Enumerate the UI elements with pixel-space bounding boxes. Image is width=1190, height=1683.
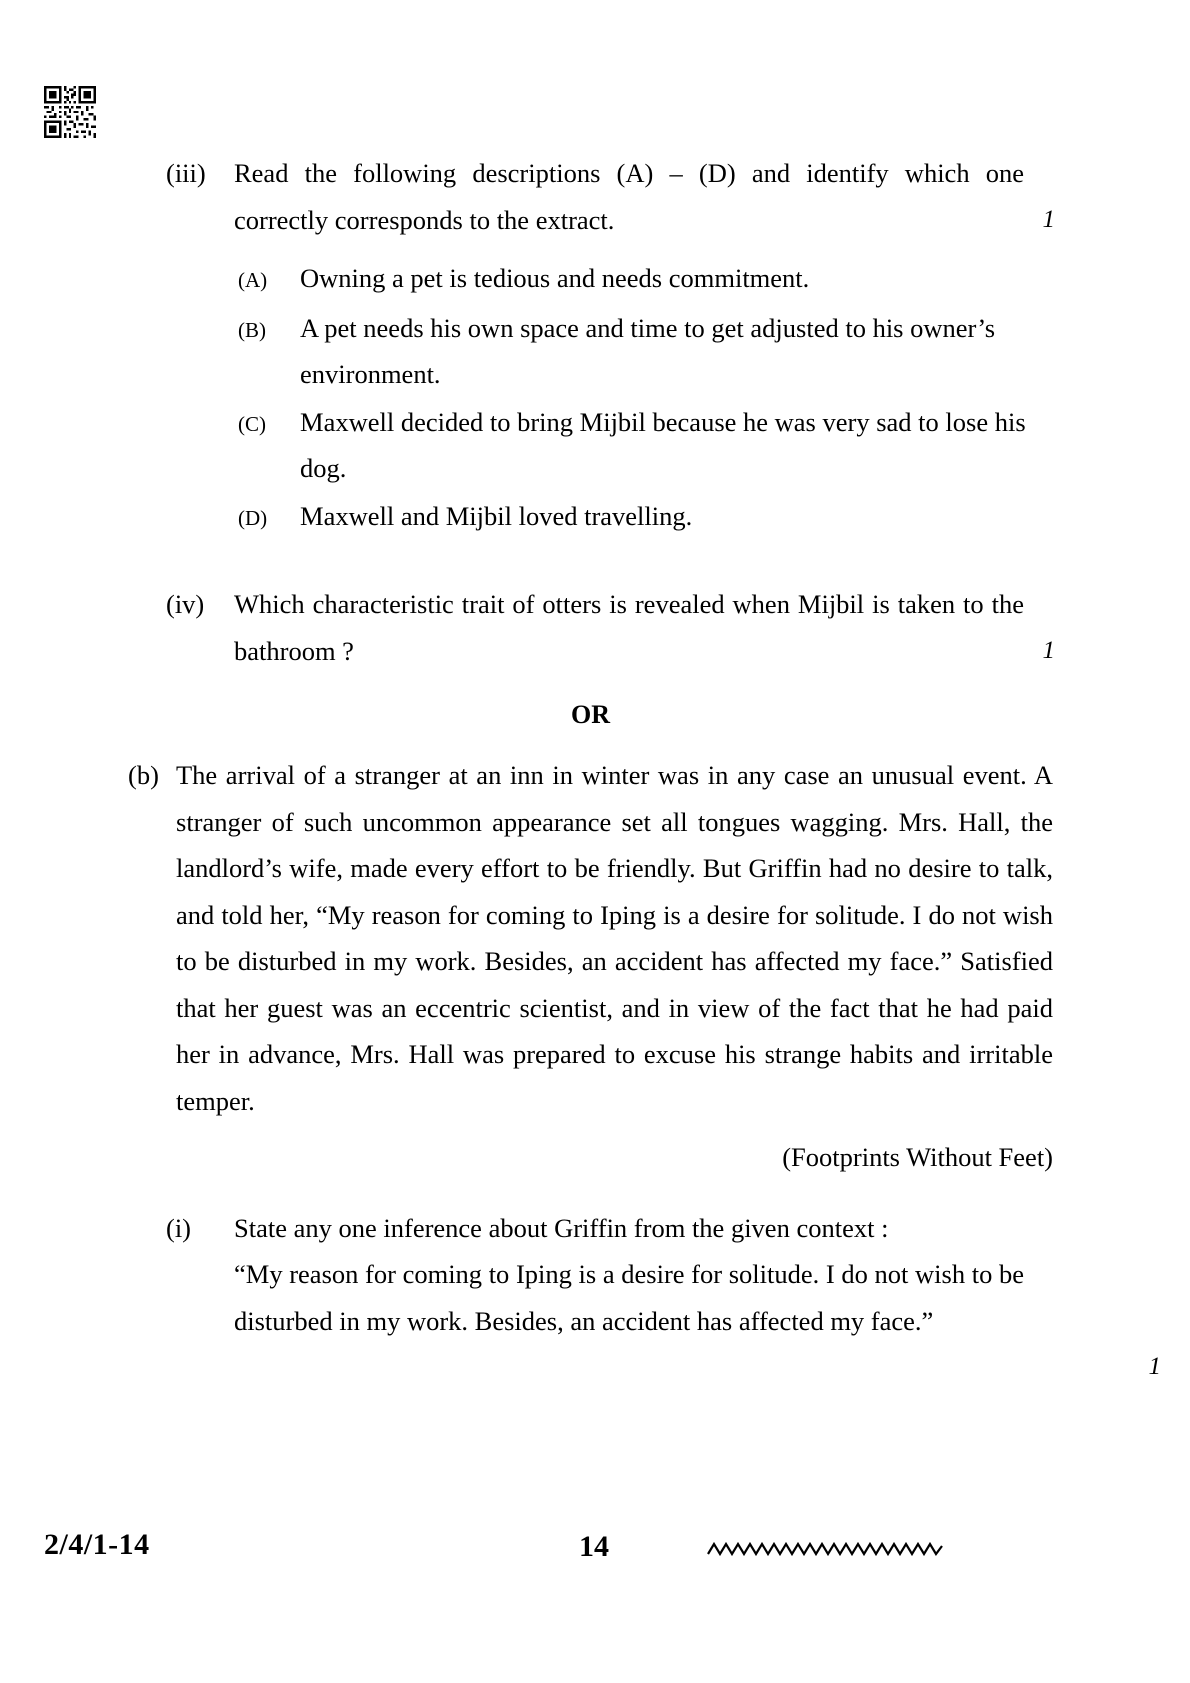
option-item[interactable] — [238, 255, 1028, 304]
paper-code: 2/4/1-14 — [44, 1528, 150, 1561]
page-content — [128, 150, 1161, 1380]
page-footer — [44, 1528, 1144, 1572]
question-i-marks: 1 — [1148, 1353, 1161, 1380]
question-iv-text: Which characteristic trait of otters is revealed when Mijbil is taken to the bathroom ? — [234, 589, 1024, 666]
question-b — [128, 752, 1053, 1124]
qr-code-icon — [44, 86, 96, 138]
option-item[interactable] — [238, 399, 1028, 492]
question-b-passage: The arrival of a stranger at an inn in winter was in any case an unusual event. A stranger of such uncommon appearance set all tongues wagging. Mrs. Hall, the landlord’s wife, made every effort to be friendly. But Griffin had no desire to talk, and told her, “My reason for coming to Iping is a desire for solitude. I do not wish to be disturbed in my work. Besides, an accident has affected my face.” Satisfied that her guest was an eccentric scientist, and in view of the fact that he had paid her in advance, Mrs. Hall was prepared to excuse his strange habits and irritable temper. — [176, 760, 1053, 1116]
option-text: A pet needs his own space and time to get adjusted to his owner’s environment. — [300, 312, 996, 389]
zigzag-rule-icon — [706, 1536, 946, 1562]
passage-attribution: (Footprints Without Feet) — [782, 1142, 1053, 1172]
question-iii-text: Read the following descriptions (A) – (D) and identify which one correctly corresponds to the extract. — [234, 158, 1024, 235]
question-i-quote-text: “My reason for coming to Iping is a desire for solitude. I do not wish to be disturbed in my work. Besides, an accident has affected my face.” — [234, 1259, 1024, 1336]
question-iii — [166, 150, 1053, 243]
option-item[interactable] — [238, 305, 1028, 398]
option-text: Maxwell and Mijbil loved travelling. — [300, 500, 693, 531]
question-iv-label: (iv) — [166, 589, 205, 619]
option-label: (B) — [238, 317, 266, 342]
or-divider: OR — [571, 700, 610, 729]
question-i-quote — [234, 1251, 1161, 1380]
option-label: (D) — [238, 505, 268, 530]
question-iii-options — [238, 255, 1028, 541]
question-iii-marks: 1 — [1042, 205, 1055, 233]
question-iii-label: (iii) — [166, 158, 206, 188]
option-label: (A) — [238, 268, 268, 292]
question-iv — [166, 581, 1053, 674]
question-iv-marks: 1 — [1042, 636, 1055, 664]
question-i-text: State any one inference about Griffin from the given context : — [234, 1212, 889, 1243]
option-item[interactable] — [238, 493, 1028, 542]
question-i-label: (i) — [166, 1212, 192, 1243]
question-i — [166, 1205, 1053, 1252]
option-label: (C) — [238, 411, 266, 436]
page-number: 14 — [579, 1530, 609, 1563]
option-text: Owning a pet is tedious and needs commitment. — [300, 263, 810, 293]
option-text: Maxwell decided to bring Mijbil because he was very sad to lose his dog. — [300, 406, 1026, 483]
question-b-label: (b) — [128, 760, 159, 790]
